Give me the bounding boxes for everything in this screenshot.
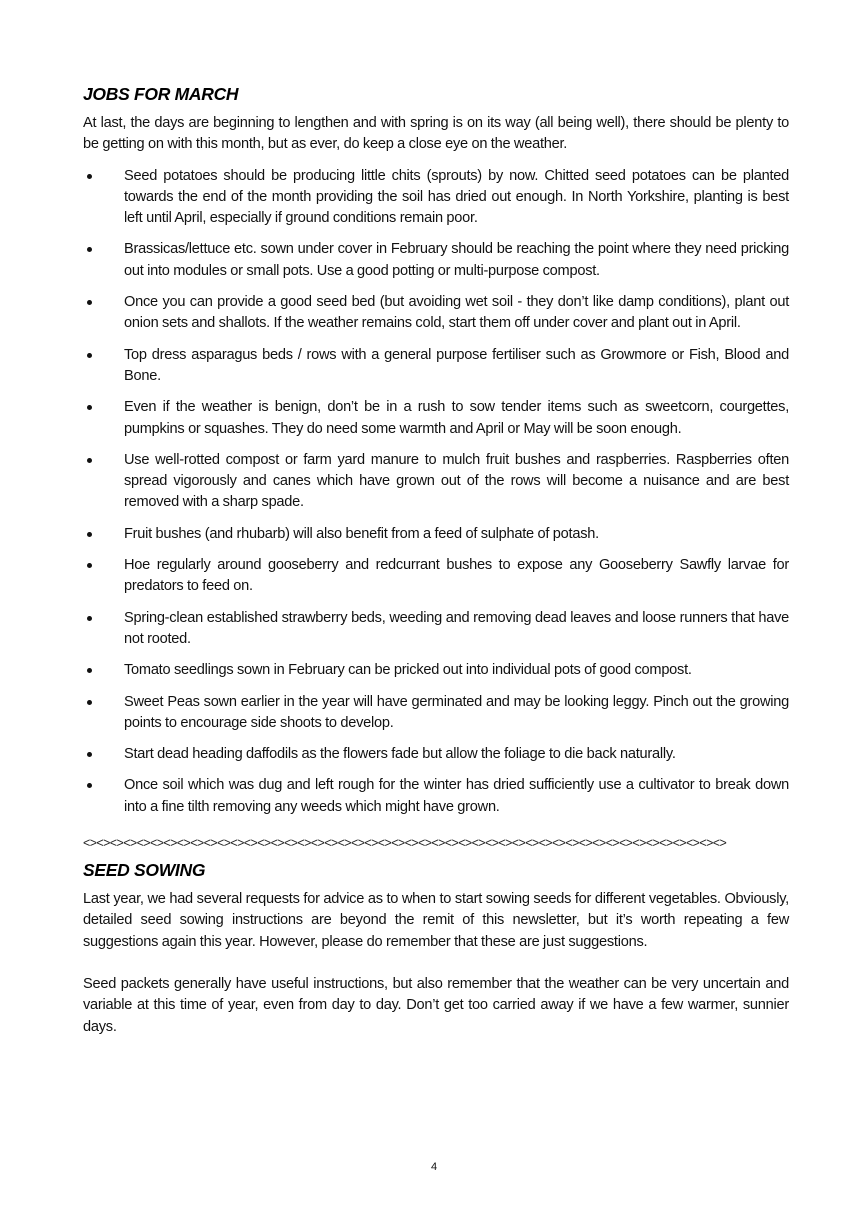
- bullet-icon: [87, 668, 92, 673]
- bullet-icon: [87, 783, 92, 788]
- bullet-icon: [87, 532, 92, 537]
- list-item-text: Use well-rotted compost or farm yard manure to mulch fruit bushes and raspberries. Raspberries often spread vigorously and canes which have grown out of the rows will become a nuisance and are best removed with a sharp spade.: [124, 451, 789, 511]
- list-item-text: Top dress asparagus beds / rows with a general purpose fertiliser such as Growmore or Fish, Blood and Bone.: [124, 346, 789, 384]
- list-item-text: Brassicas/lettuce etc. sown under cover in February should be reaching the point where they need pricking out into modules or small pots. Use a good potting or multi-purpose compost.: [124, 241, 789, 279]
- list-item-text: Tomato seedlings sown in February can be pricked out into individual pots of good compost.: [124, 662, 692, 679]
- page-number: 4: [430, 1161, 438, 1173]
- list-item-text: Once soil which was dug and left rough for the winter has dried sufficiently use a cultivator to break down into a fine tilth removing any weeds which might have grown.: [124, 777, 789, 815]
- bullet-icon: [87, 174, 92, 179]
- list-item-text: Once you can provide a good seed bed (but avoiding wet soil - they don’t like damp conditions), plant out onion sets and shallots. If the weather remains cold, start them off under cover and plant out in April.: [124, 294, 789, 332]
- list-item: [83, 292, 789, 335]
- section-divider: <><><><><><><><><><><><><><><><><><><><><><><><><><><><><><><><><><><><><><><><><><><><><><><><>: [83, 836, 727, 851]
- seed-sowing-paragraph-1: Last year, we had several requests for advice as to when to start sowing seeds for different vegetables. Obviously, detailed seed sowing instructions are beyond the remit of this newsletter, but it’s worth repeating a few suggestions again this year. However, please do remember that these are just suggestions.: [83, 891, 789, 950]
- bullet-icon: [87, 700, 92, 705]
- list-item: [83, 744, 789, 765]
- bullet-icon: [87, 405, 92, 410]
- section-heading-seed-sowing: SEED SOWING: [83, 860, 206, 881]
- list-item-text: Spring-clean established strawberry beds, weeding and removing dead leaves and loose runners that have not rooted.: [124, 609, 789, 647]
- list-item-text: Seed potatoes should be producing little chits (sprouts) by now. Chitted seed potatoes can be planted towards the end of the month providing the soil has dried out enough. In North Yorkshire, planting is best left until April, especially if ground conditions remain poor.: [124, 167, 789, 227]
- list-item-text: Start dead heading daffodils as the flowers fade but allow the foliage to die back naturally.: [124, 746, 676, 763]
- bullet-icon: [87, 247, 92, 252]
- list-item: [83, 524, 789, 545]
- paragraph-spacer: [83, 963, 789, 974]
- list-item-text: Hoe regularly around gooseberry and redcurrant bushes to expose any Gooseberry Sawfly larvae for predators to feed on.: [124, 557, 789, 595]
- document-page: [83, 82, 789, 1048]
- bullet-icon: [87, 458, 92, 463]
- bullet-icon: [87, 616, 92, 621]
- list-item-text: Fruit bushes (and rhubarb) will also benefit from a feed of sulphate of potash.: [124, 525, 599, 542]
- section-heading-jobs-for-march: JOBS FOR MARCH: [83, 84, 239, 104]
- bullet-icon: [87, 300, 92, 305]
- list-item: [83, 692, 789, 735]
- jobs-list: [83, 166, 789, 818]
- list-item: [83, 555, 789, 598]
- bullet-icon: [87, 353, 92, 358]
- bullet-icon: [87, 752, 92, 757]
- list-item: [83, 239, 789, 282]
- list-item: [83, 450, 789, 514]
- intro-paragraph: At last, the days are beginning to lengthen and with spring is on its way (all being well), there should be plenty to be getting on with this month, but as ever, do keep a close eye on the weather.: [83, 115, 789, 153]
- list-item-text: Even if the weather is benign, don’t be in a rush to sow tender items such as sweetcorn, courgettes, pumpkins or squashes. They do need some warmth and April or May will be soon enough.: [124, 399, 789, 437]
- list-item: [83, 775, 789, 818]
- list-item-text: Sweet Peas sown earlier in the year will have germinated and may be looking leggy. Pinch out the growing points to encourage side shoots to develop.: [124, 693, 789, 731]
- list-item: [83, 397, 789, 440]
- seed-sowing-paragraph-2: Seed packets generally have useful instructions, but also remember that the weather can be very uncertain and variable at this time of year, even from day to day. Don’t get too carried away if we have a few warmer, sunnier days.: [83, 975, 789, 1035]
- list-item: [83, 345, 789, 388]
- list-item: [83, 608, 789, 651]
- list-item: [83, 166, 789, 230]
- bullet-icon: [87, 563, 92, 568]
- list-item: [83, 660, 789, 681]
